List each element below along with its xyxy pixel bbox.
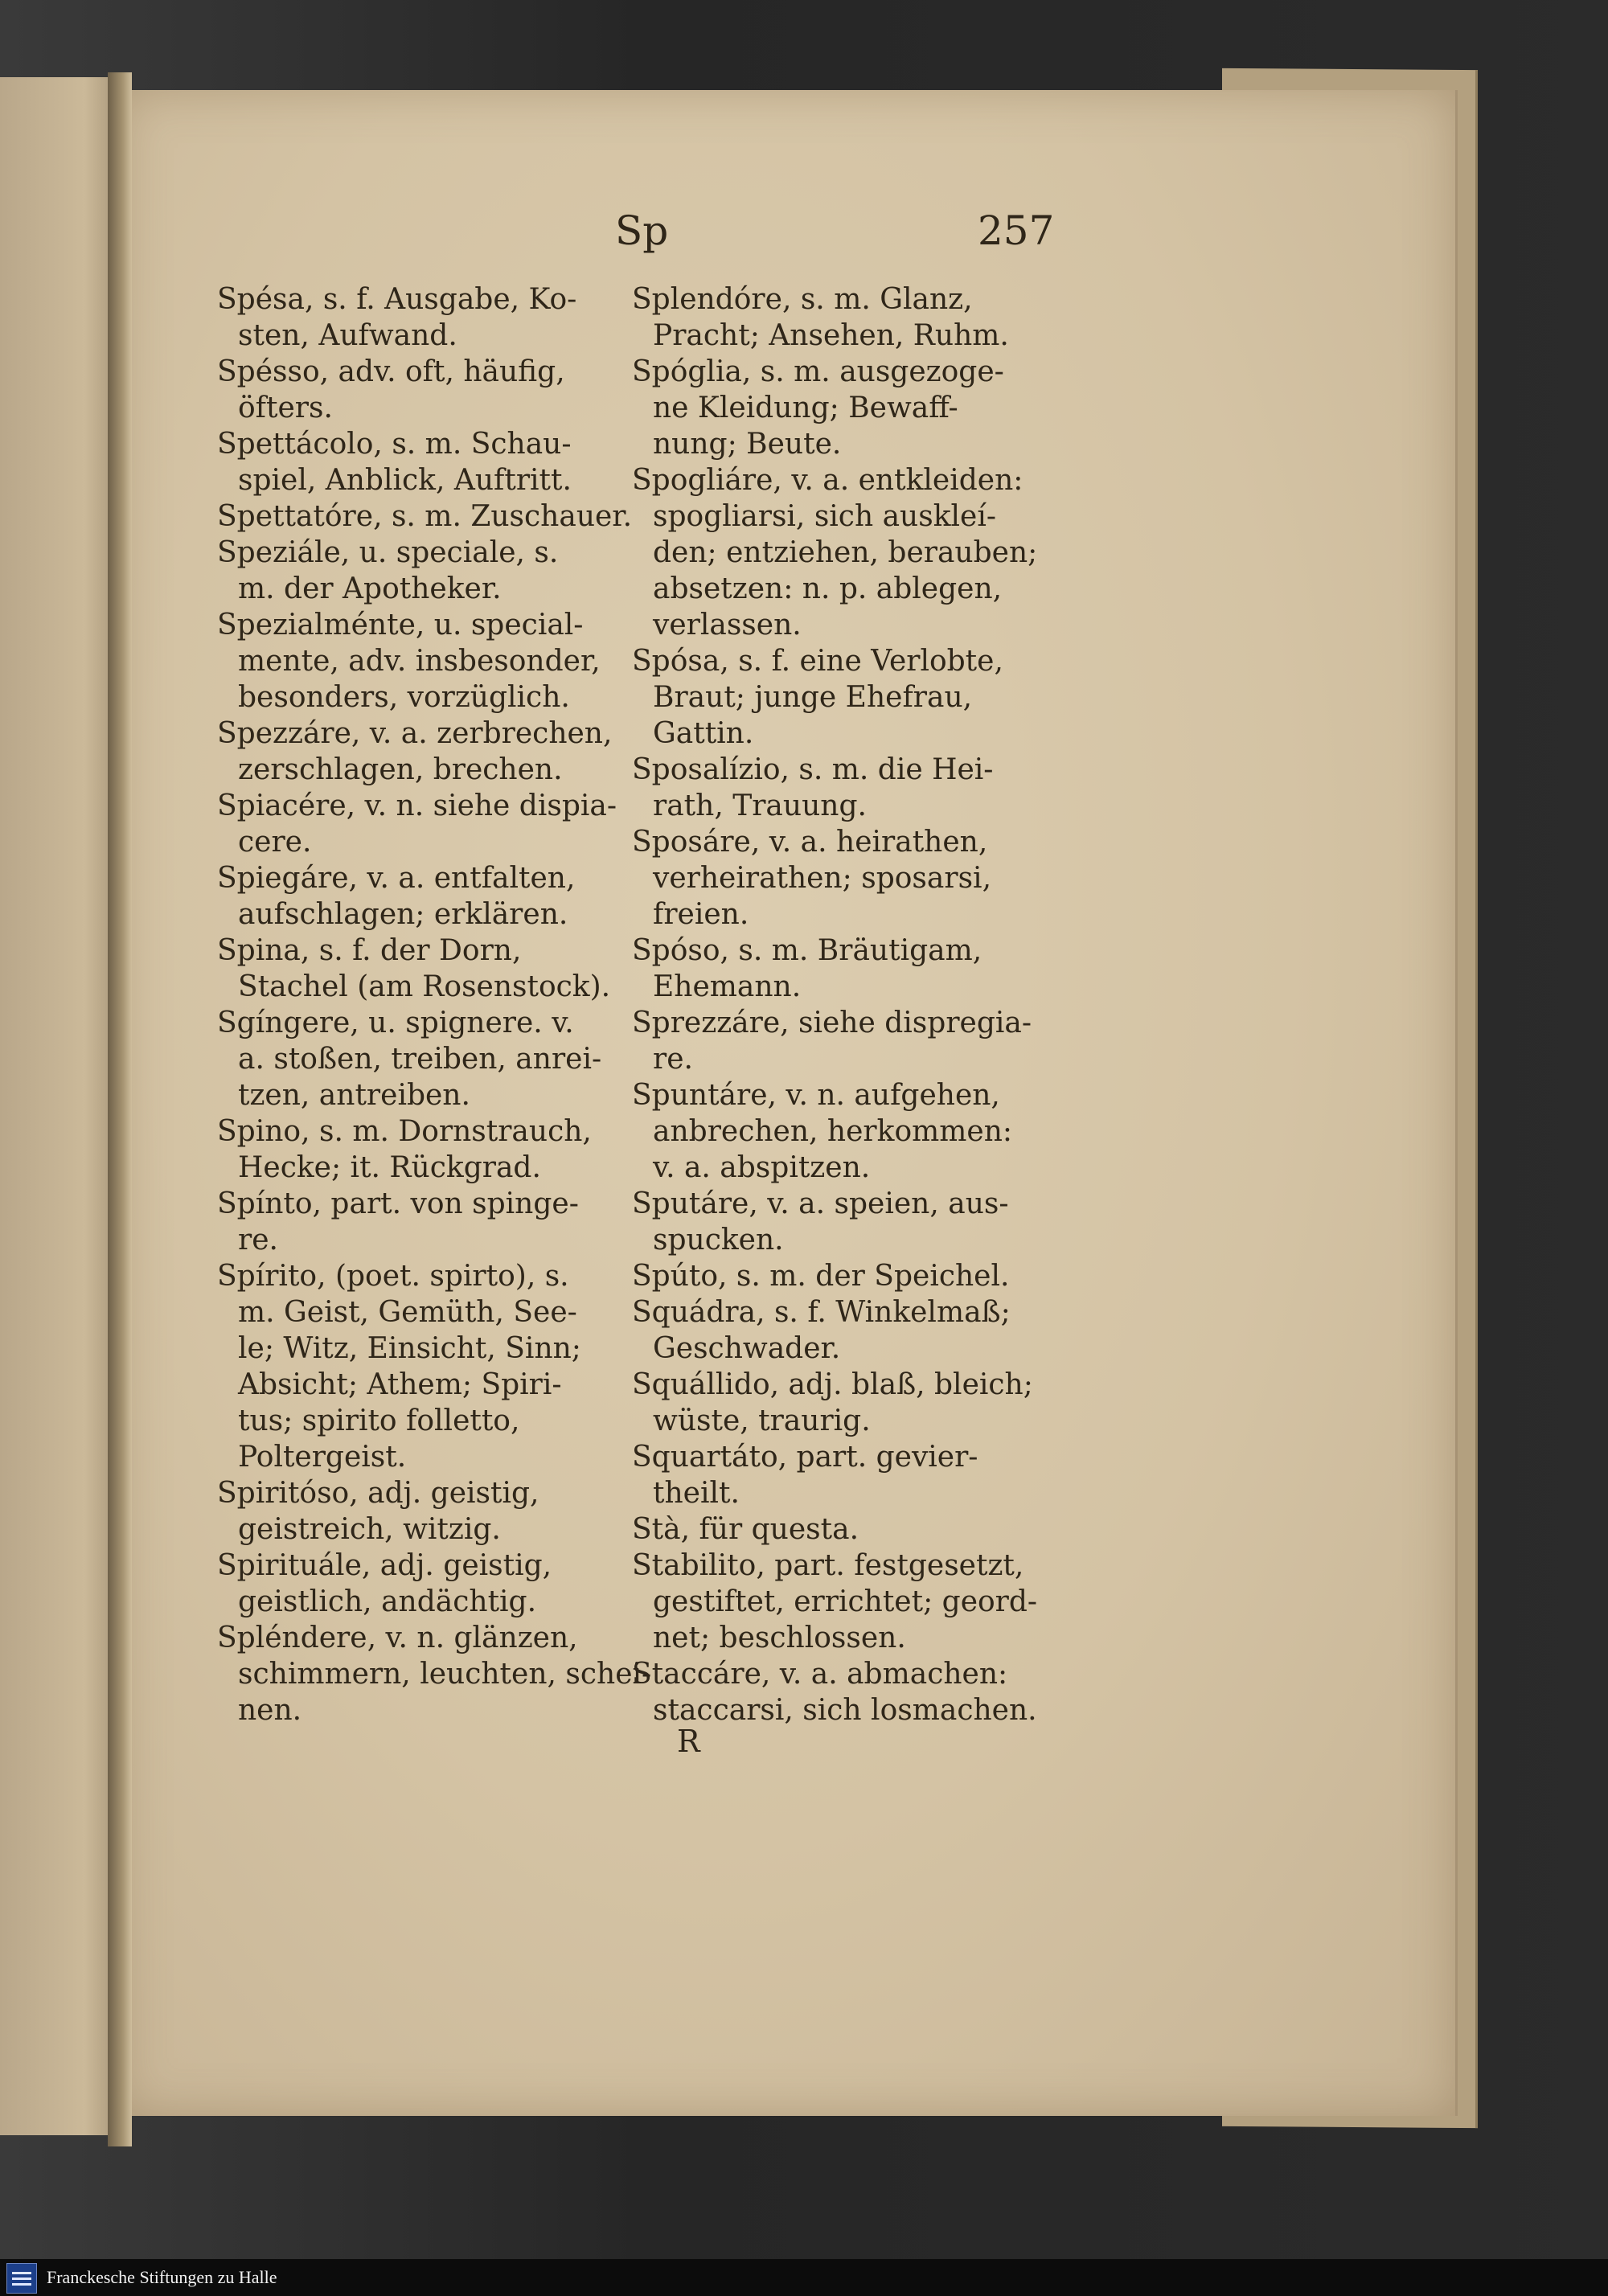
dictionary-entry-line: schimmern, leuchten, schei- (238, 1658, 652, 1691)
dictionary-entry-line: Squartáto, part. gevier- (632, 1441, 978, 1474)
dictionary-entry-line: Sgíngere, u. spignere. v. (217, 1007, 574, 1039)
dictionary-entry-line: den; entziehen, berauben; (653, 536, 1038, 569)
dictionary-entry-line: Spléndere, v. n. glänzen, (217, 1622, 578, 1654)
viewer-footer (0, 2259, 1608, 2296)
dictionary-entry-line: Stà, für questa. (632, 1513, 859, 1546)
dictionary-entry-line: Splendóre, s. m. Glanz, (632, 283, 973, 316)
dictionary-entry-line: re. (238, 1224, 278, 1257)
dictionary-entry-line: m. der Apotheker. (238, 572, 502, 605)
dictionary-entry-line: öfters. (238, 392, 333, 424)
dictionary-entry-line: Absicht; Athem; Spiri- (238, 1368, 562, 1401)
dictionary-entry-line: a. stoßen, treiben, anrei- (238, 1043, 602, 1076)
dictionary-entry-line: wüste, traurig. (653, 1404, 871, 1437)
dictionary-entry-line: Spósa, s. f. eine Verlobte, (632, 645, 1003, 678)
dictionary-entry-line: re. (653, 1043, 693, 1076)
catchword: R (677, 1724, 700, 1759)
dictionary-entry-line: m. Geist, Gemüth, See- (238, 1296, 577, 1329)
dictionary-entry-line: freien. (653, 898, 749, 931)
dictionary-entry-line: gestiftet, errichtet; geord- (653, 1585, 1038, 1618)
dictionary-entry-line: verlassen. (653, 609, 802, 642)
dictionary-entry-line: Poltergeist. (238, 1441, 407, 1474)
dictionary-entry-line: Spettatóre, s. m. Zuschauer. (217, 500, 633, 533)
dictionary-entry-line: Spettácolo, s. m. Schau- (217, 428, 572, 461)
dictionary-entry-line: nung; Beute. (653, 428, 842, 461)
dictionary-entry-line: Sposáre, v. a. heirathen, (632, 826, 988, 859)
dictionary-entry-line: tus; spirito folletto, (238, 1404, 520, 1437)
book-gutter (108, 72, 132, 2146)
dictionary-entry-line: Squállido, adj. blaß, bleich; (632, 1368, 1033, 1401)
dictionary-entry-line: Stabilito, part. festgesetzt, (632, 1549, 1024, 1582)
facing-page-edge (0, 77, 124, 2135)
dictionary-entry-line: spogliarsi, sich auskleí- (653, 500, 997, 533)
dictionary-entry-line: absetzen: n. p. ablegen, (653, 572, 1003, 605)
dictionary-entry-line: spucken. (653, 1224, 784, 1257)
dictionary-entry-line: Spésa, s. f. Ausgabe, Ko- (217, 283, 577, 316)
dictionary-entry-line: geistreich, witzig. (238, 1513, 501, 1546)
page-number: 257 (978, 207, 1055, 254)
dictionary-entry-line: Spino, s. m. Dornstrauch, (217, 1115, 592, 1148)
dictionary-entry-line: Spuntáre, v. n. aufgehen, (632, 1079, 1000, 1112)
dictionary-entry-line: geistlich, andächtig. (238, 1585, 537, 1618)
dictionary-entry-line: Spiritóso, adj. geistig, (217, 1477, 539, 1510)
dictionary-entry-line: mente, adv. insbesonder, (238, 645, 601, 678)
dictionary-entry-line: Spóso, s. m. Bräutigam, (632, 934, 982, 967)
dictionary-entry-line: anbrechen, herkommen: (653, 1115, 1013, 1148)
institution-seal-icon (6, 2263, 37, 2294)
dictionary-entry-line: ne Kleidung; Bewaff- (653, 392, 958, 424)
dictionary-entry-line: Geschwader. (653, 1332, 841, 1365)
dictionary-entry-line: Sposalízio, s. m. die Hei- (632, 753, 994, 786)
dictionary-entry-line: cere. (238, 826, 312, 859)
dictionary-entry-line: Spirituále, adj. geistig, (217, 1549, 552, 1582)
dictionary-entry-line: besonders, vorzüglich. (238, 681, 570, 714)
dictionary-entry-line: theilt. (653, 1477, 740, 1510)
dictionary-entry-line: Pracht; Ansehen, Ruhm. (653, 319, 1009, 352)
dictionary-entry-line: net; beschlossen. (653, 1622, 906, 1654)
dictionary-entry-line: Sputáre, v. a. speien, aus- (632, 1187, 1009, 1220)
dictionary-entry-line: Spezzáre, v. a. zerbrechen, (217, 717, 613, 750)
dictionary-entry-line: Stachel (am Rosenstock). (238, 970, 611, 1003)
dictionary-entry-line: tzen, antreiben. (238, 1079, 470, 1112)
dictionary-entry-line: spiel, Anblick, Auftritt. (238, 464, 572, 497)
running-header: Sp (615, 207, 669, 254)
dictionary-entry-line: Spina, s. f. der Dorn, (217, 934, 522, 967)
dictionary-entry-line: v. a. abspitzen. (653, 1151, 871, 1184)
dictionary-entry-line: Spínto, part. von spinge- (217, 1187, 579, 1220)
dictionary-entry-line: sten, Aufwand. (238, 319, 457, 352)
dictionary-entry-line: Spogliáre, v. a. entkleiden: (632, 464, 1023, 497)
dictionary-entry-line: Ehemann. (653, 970, 802, 1003)
dictionary-entry-line: Gattin. (653, 717, 754, 750)
dictionary-entry-line: staccarsi, sich losmachen. (653, 1694, 1037, 1727)
institution-credit: Franckesche Stiftungen zu Halle (47, 2267, 277, 2287)
dictionary-entry-line: le; Witz, Einsicht, Sinn; (238, 1332, 581, 1365)
dictionary-entry-line: Spírito, (poet. spirto), s. (217, 1260, 569, 1293)
dictionary-entry-line: zerschlagen, brechen. (238, 753, 563, 786)
dictionary-entry-line: Spésso, adv. oft, häufig, (217, 355, 565, 388)
dictionary-entry-line: aufschlagen; erklären. (238, 898, 568, 931)
dictionary-entry-line: Spezialménte, u. special- (217, 609, 584, 642)
dictionary-entry-line: Spúto, s. m. der Speichel. (632, 1260, 1010, 1293)
dictionary-entry-line: Staccáre, v. a. abmachen: (632, 1658, 1008, 1691)
dictionary-entry-line: Squádra, s. f. Winkelmaß; (632, 1296, 1011, 1329)
dictionary-entry-line: Speziále, u. speciale, s. (217, 536, 559, 569)
dictionary-entry-line: Hecke; it. Rückgrad. (238, 1151, 541, 1184)
dictionary-entry-line: Spiacére, v. n. siehe dispia- (217, 789, 617, 822)
dictionary-entry-line: Spóglia, s. m. ausgezoge- (632, 355, 1004, 388)
dictionary-entry-line: Braut; junge Ehefrau, (653, 681, 973, 714)
dictionary-entry-line: Sprezzáre, siehe dispregia- (632, 1007, 1032, 1039)
dictionary-entry-line: verheirathen; sposarsi, (653, 862, 992, 895)
dictionary-entry-line: rath, Trauung. (653, 789, 867, 822)
dictionary-entry-line: Spiegáre, v. a. entfalten, (217, 862, 576, 895)
dictionary-entry-line: nen. (238, 1694, 302, 1727)
